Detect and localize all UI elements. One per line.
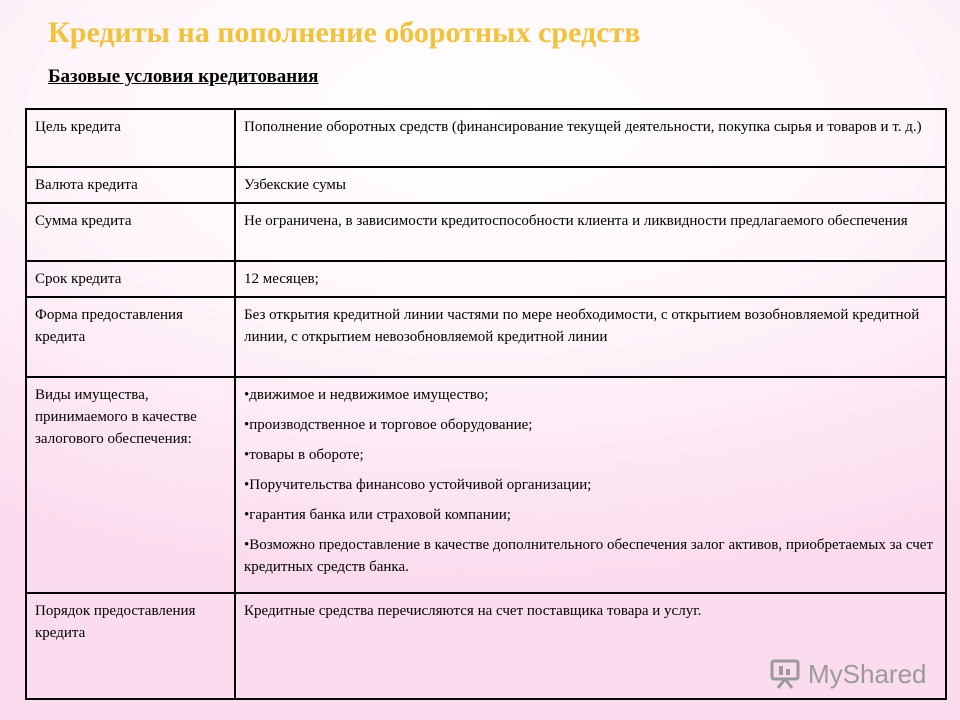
table-row bbox=[26, 261, 946, 297]
row-value: 12 месяцев; bbox=[235, 261, 946, 297]
list-item: • производственное и торговое оборудование; bbox=[244, 414, 937, 436]
page-subtitle: Базовые условия кредитования bbox=[48, 66, 319, 87]
row-label: Сумма кредита bbox=[26, 203, 235, 261]
list-item: • товары в обороте; bbox=[244, 444, 937, 466]
row-label: Валюта кредита bbox=[26, 167, 235, 203]
table-row bbox=[26, 377, 946, 593]
projector-icon bbox=[768, 659, 802, 689]
row-label: Срок кредита bbox=[26, 261, 235, 297]
list-item: • гарантия банка или страховой компании; bbox=[244, 504, 937, 526]
row-value: Без открытия кредитной линии частями по мере необходимости, с открытием возобновляемой кредитной линии, с открытием невозобновляемой кредитной линии bbox=[235, 297, 946, 377]
row-label: Виды имущества, принимаемого в качестве залогового обеспечения: bbox=[26, 377, 235, 593]
credit-terms-table bbox=[25, 108, 947, 700]
watermark-text: MyShared bbox=[808, 658, 927, 689]
row-label: Цель кредита bbox=[26, 109, 235, 167]
row-value: Не ограничена, в зависимости кредитоспособности клиента и ликвидности предлагаемого обеспечения bbox=[235, 203, 946, 261]
row-label: Форма предоставления кредита bbox=[26, 297, 235, 377]
watermark-logo bbox=[768, 658, 927, 690]
row-value-list bbox=[235, 377, 946, 593]
list-item: • Поручительства финансово устойчивой организации; bbox=[244, 474, 937, 496]
table-row bbox=[26, 297, 946, 377]
collateral-list bbox=[244, 384, 937, 578]
table-row bbox=[26, 203, 946, 261]
row-value: Узбекские сумы bbox=[235, 167, 946, 203]
table-row bbox=[26, 109, 946, 167]
row-value: Пополнение оборотных средств (финансирование текущей деятельности, покупка сырья и товаров и т. д.) bbox=[235, 109, 946, 167]
table-row bbox=[26, 167, 946, 203]
list-item: • Возможно предоставление в качестве дополнительного обеспечения залог активов, приобретаемых за счет кредитных средств банка. bbox=[244, 534, 937, 578]
list-item: • движимое и недвижимое имущество; bbox=[244, 384, 937, 406]
page-title: Кредиты на пополнение оборотных средств bbox=[48, 16, 641, 49]
row-label: Порядок предоставления кредита bbox=[26, 593, 235, 699]
row-value: Кредитные средства перечисляются на счет поставщика товара и услуг. bbox=[235, 593, 946, 699]
